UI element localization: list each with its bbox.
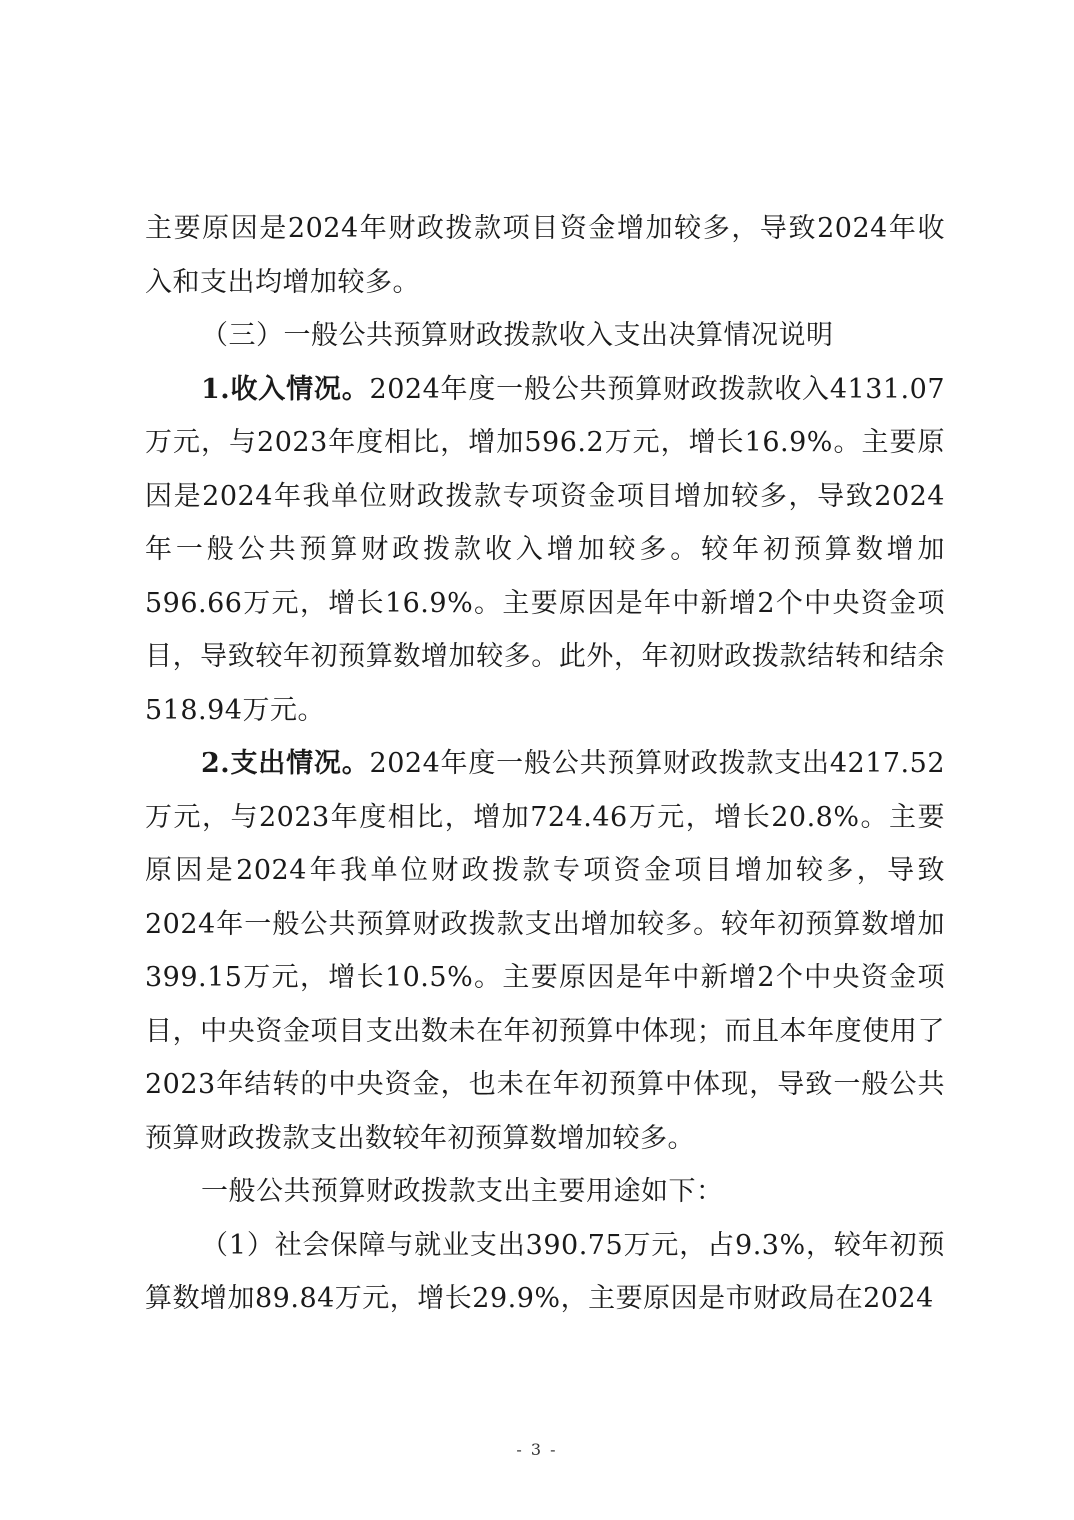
paragraph-social-security: （1）社会保障与就业支出390.75万元，占9.3%，较年初预算数增加89.84万元，增长29.9%，主要原因是市财政局在2024 — [145, 1229, 945, 1314]
section-heading: （三）一般公共预算财政拨款收入支出决算情况说明 — [201, 320, 834, 351]
income-lead: 1.收入情况。 — [201, 373, 370, 405]
page-number: - 3 - — [516, 1440, 558, 1459]
document-body — [145, 202, 945, 1326]
paragraph-usage-intro: 一般公共预算财政拨款支出主要用途如下： — [201, 1176, 724, 1207]
expenditure-body: 2024年度一般公共预算财政拨款支出4217.52万元，与2023年度相比，增加724.46万元，增长20.8%。主要原因是2024年我单位财政拨款专项资金项目增加较多，导致2024年一般公共预算财政拨款支出增加较多。较年初预算数增加399.15万元，增长10.5%。主要原因是年中新增2个中央资金项目，中央资金项目支出数未在年初预算中体现；而且本年度使用了2023年结转的中央资金，也未在年初预算中体现，导致一般公共预算财政拨款支出数较年初预算数增加较多。 — [145, 748, 945, 1154]
paragraph-income — [145, 363, 945, 738]
income-body: 2024年度一般公共预算财政拨款收入4131.07万元，与2023年度相比，增加596.2万元，增长16.9%。主要原因是2024年我单位财政拨款专项资金项目增加较多，导致2024年一般公共预算财政拨款收入增加较多。较年初预算数增加596.66万元，增长16.9%。主要原因是年中新增2个中央资金项目，导致较年初预算数增加较多。此外，年初财政拨款结转和结余518.94万元。 — [145, 373, 945, 726]
paragraph-expenditure — [145, 737, 945, 1165]
expenditure-lead: 2.支出情况。 — [201, 748, 370, 779]
paragraph-continuation: 主要原因是2024年财政拨款项目资金增加较多，导致2024年收入和支出均增加较多。 — [145, 213, 945, 298]
